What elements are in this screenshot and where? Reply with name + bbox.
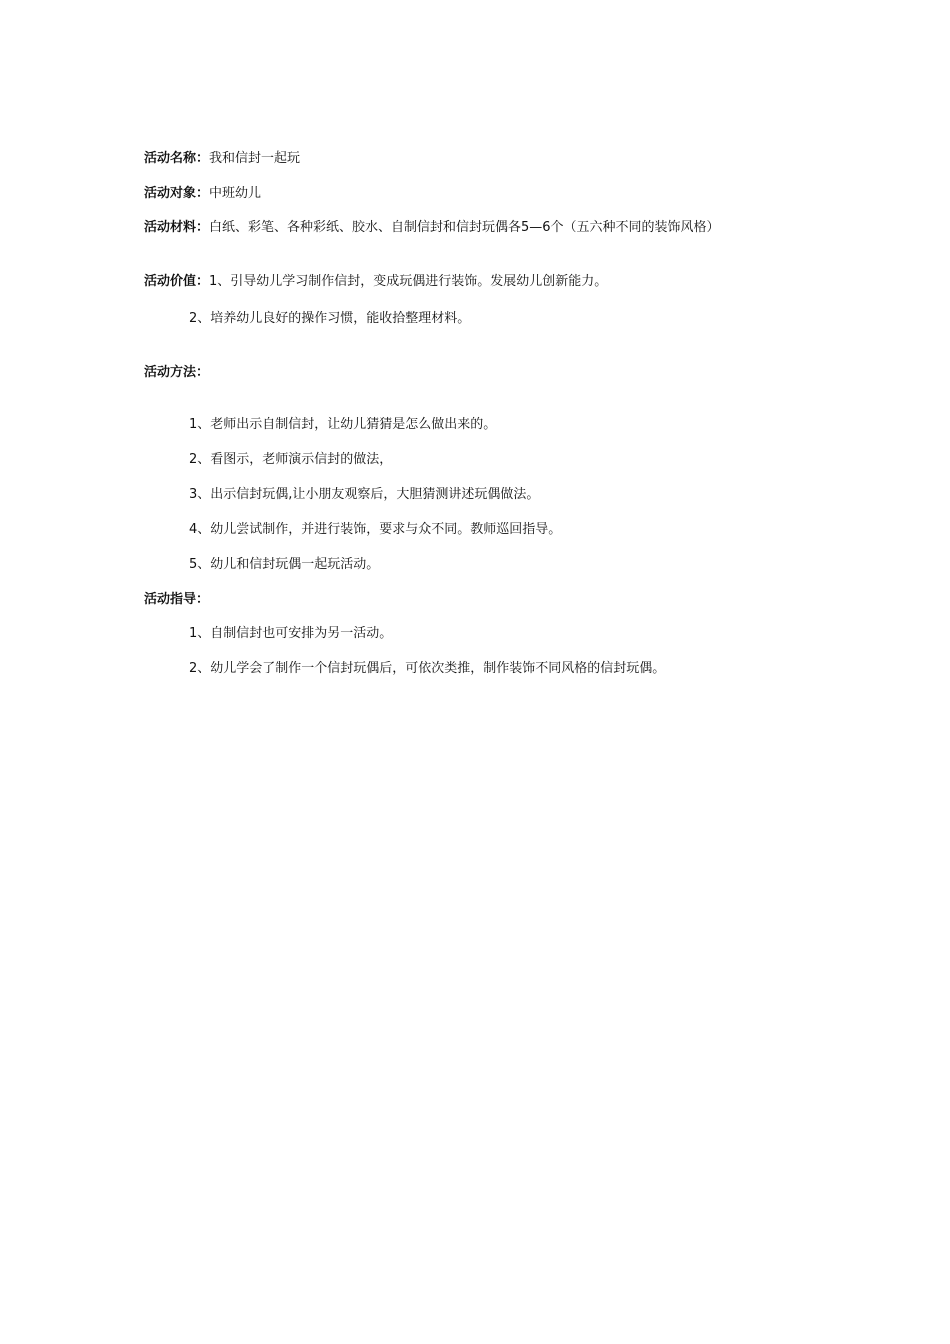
activity-materials-label: 活动材料： xyxy=(144,220,210,235)
guidance-item-1: 1、自制信封也可安排为另一活动。 xyxy=(189,626,393,641)
activity-value-line xyxy=(144,273,607,291)
activity-target-value: 中班幼儿 xyxy=(209,186,262,201)
activity-name-label: 活动名称： xyxy=(144,151,210,166)
method-step-5: 5、幼儿和信封玩偶一起玩活动。 xyxy=(189,557,380,572)
activity-method-label: 活动方法： xyxy=(144,365,210,380)
guidance-item-2: 2、幼儿学会了制作一个信封玩偶后，可依次类推，制作装饰不同风格的信封玩偶。 xyxy=(189,661,666,676)
method-step-2: 2、看图示，老师演示信封的做法， xyxy=(189,452,393,467)
activity-value-label: 活动价值： xyxy=(144,274,210,289)
activity-value-second: 2、培养幼儿良好的操作习惯，能收拾整理材料。 xyxy=(189,311,471,326)
activity-target-label: 活动对象： xyxy=(144,186,210,201)
method-step-3: 3、出示信封玩偶,让小朋友观察后，大胆猜测讲述玩偶做法。 xyxy=(189,487,540,502)
activity-guidance-label: 活动指导： xyxy=(144,592,210,607)
method-step-4: 4、幼儿尝试制作，并进行装饰，要求与众不同。教师巡回指导。 xyxy=(189,522,562,537)
activity-materials-line xyxy=(144,219,720,237)
activity-name-value: 我和信封一起玩 xyxy=(209,151,301,166)
activity-value-first: 1、引导幼儿学习制作信封，变成玩偶进行装饰。发展幼儿创新能力。 xyxy=(209,274,608,289)
activity-target-line xyxy=(144,185,261,203)
method-step-1: 1、老师出示自制信封，让幼儿猜猜是怎么做出来的。 xyxy=(189,417,497,432)
activity-name-line xyxy=(144,150,300,168)
activity-materials-value: 白纸、彩笔、各种彩纸、胶水、自制信封和信封玩偶各5—6个（五六种不同的装饰风格） xyxy=(209,220,720,235)
